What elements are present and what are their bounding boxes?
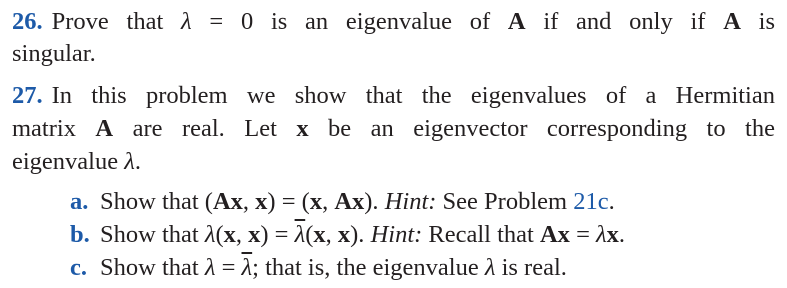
problem-number: 26. [12, 8, 43, 35]
problem-number: 27. [12, 82, 43, 109]
problem-26-line-1: 26. Prove that λ = 0 is an eigenvalue of A if and only if A is [12, 8, 775, 35]
problem-reference-link[interactable]: 21c [573, 188, 609, 215]
problem-27-line-2: matrix A are real. Let x be an eigenvector corresponding to the [12, 115, 775, 142]
part-label: a. [70, 188, 89, 215]
part-label: c. [70, 254, 87, 281]
part-label: b. [70, 221, 90, 248]
problem-27-line-1: 27. In this problem we show that the eigenvalues of a Hermitian [12, 82, 775, 109]
problem-27-part-c: c. Show that $\lambda = \overline{\lambda}$; that is, the eigenvalue λ is real. [70, 252, 567, 284]
problem-27-part-a: a. Show that (Ax, x) = (x, Ax). Hint: See Problem 21c. [70, 186, 615, 218]
problem-27-part-b: b. Show that λ(x, $x) = \overline{\lambda}(x$, x). Hint: Recall that Ax = λx. [70, 219, 625, 251]
problem-27-line-3: eigenvalue λ. [12, 148, 141, 175]
problem-26-line-2: singular. [12, 40, 96, 67]
